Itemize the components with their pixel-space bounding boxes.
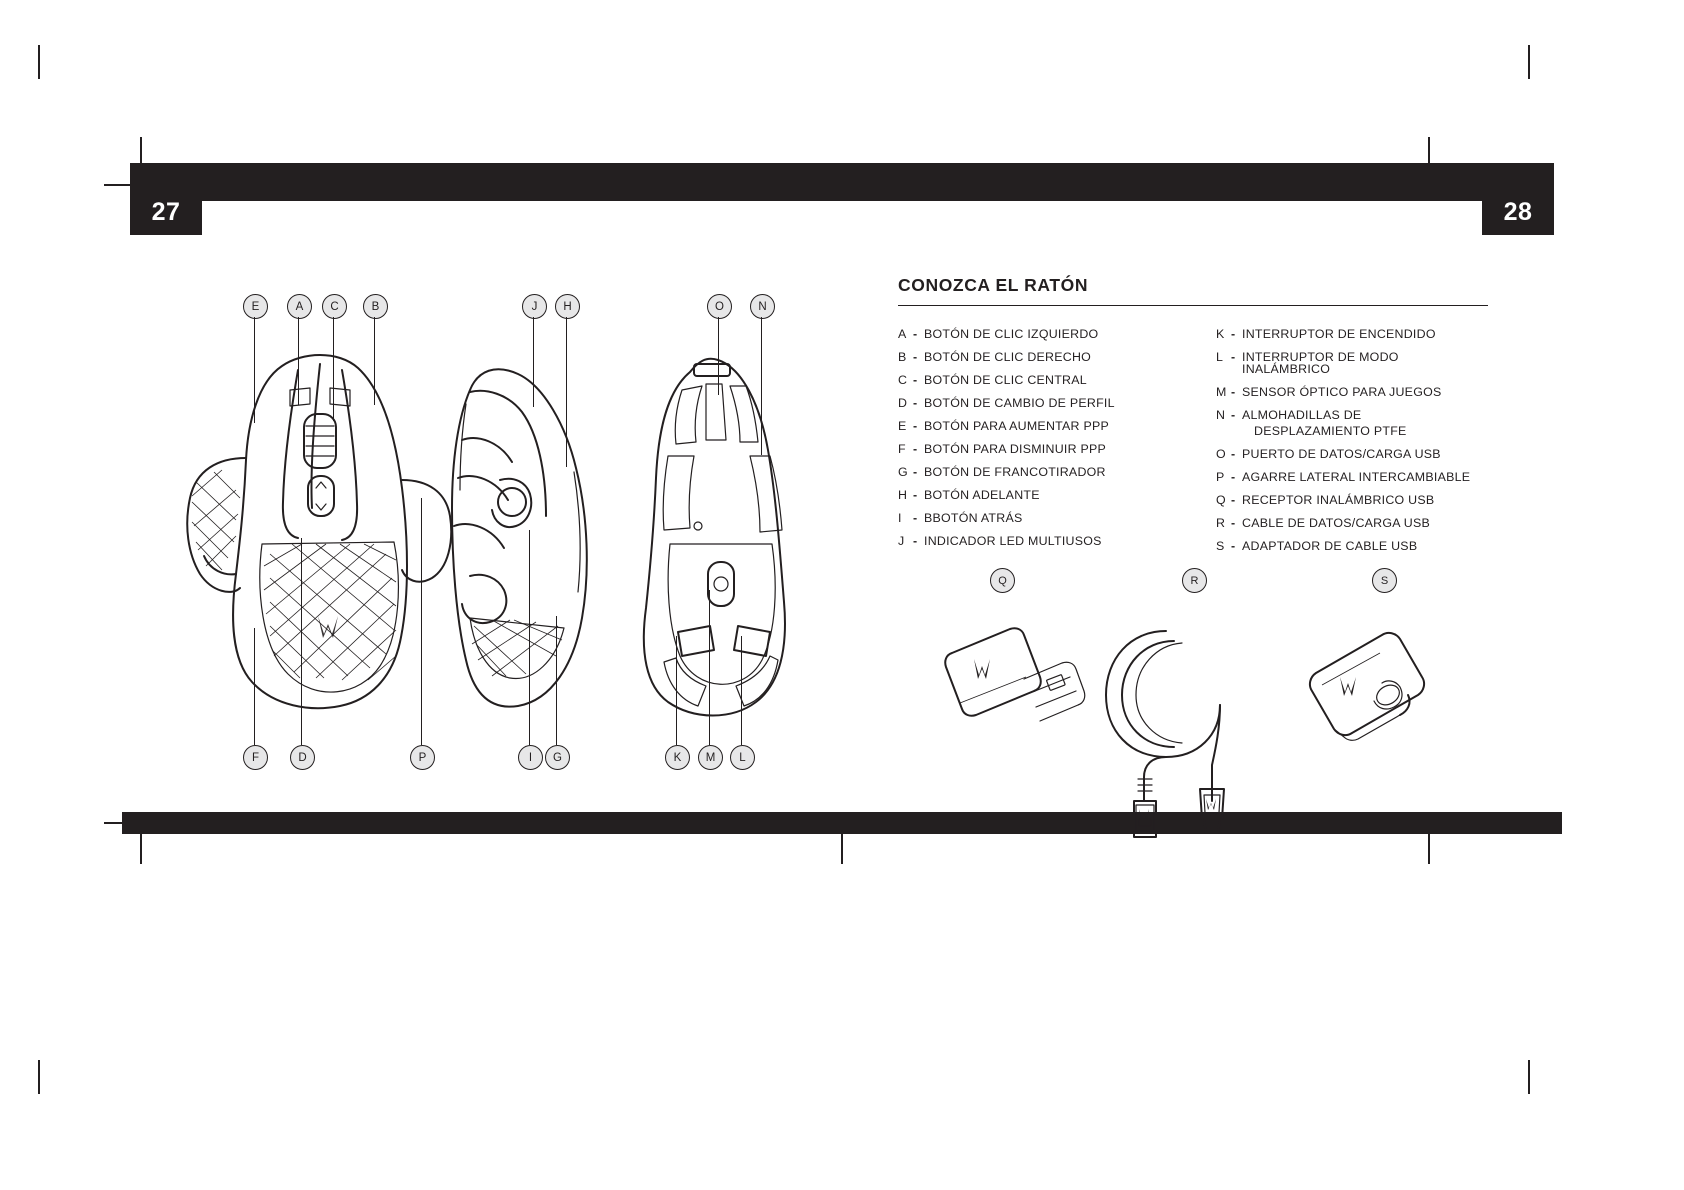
leader-line: [301, 538, 302, 745]
legend-item: [898, 466, 1170, 478]
legend-letter: P: [1216, 469, 1225, 484]
legend-item: [898, 397, 1170, 409]
leader-line: [718, 317, 719, 395]
legend-title: CONOZCA EL RATÓN: [898, 275, 1089, 295]
accessory-label-R: R: [1182, 568, 1207, 593]
legend-dash: -: [913, 534, 918, 548]
legend-letter: S: [1216, 538, 1225, 553]
legend-text: BOTÓN DE CLIC CENTRAL: [924, 373, 1087, 387]
legend-item: [898, 443, 1170, 455]
callout-H: H: [555, 294, 580, 319]
usb-charging-cable-drawing: [1106, 631, 1224, 837]
legend-column-2: [1216, 328, 1488, 563]
legend-item: [898, 512, 1170, 524]
leader-line: [566, 317, 567, 467]
legend-column-1: [898, 328, 1170, 563]
mouse-top-view: [187, 355, 451, 708]
callout-C: C: [322, 294, 347, 319]
leader-line: [254, 628, 255, 745]
leader-line: [676, 636, 677, 745]
legend-dash: -: [1231, 538, 1236, 553]
leader-line: [254, 317, 255, 423]
legend-item: [1216, 409, 1488, 437]
legend-text: BOTÓN ADELANTE: [924, 488, 1040, 502]
legend-item: [1216, 448, 1488, 460]
crop-mark: [1528, 1060, 1530, 1094]
legend-item: [898, 328, 1170, 340]
callout-E: E: [243, 294, 268, 319]
legend-item: [1216, 494, 1488, 506]
callout-N: N: [750, 294, 775, 319]
callout-I: I: [518, 745, 543, 770]
legend-letter: H: [898, 488, 908, 502]
legend-dash: -: [1231, 327, 1236, 341]
crop-mark: [38, 45, 40, 79]
legend-text: INTERRUPTOR DE ENCENDIDO: [1242, 327, 1436, 341]
legend-letter: A: [898, 327, 907, 341]
legend-letter: B: [898, 350, 907, 364]
legend-text: INDICADOR LED MULTIUSOS: [924, 534, 1102, 548]
callout-P: P: [410, 745, 435, 770]
legend-text: BOTÓN PARA DISMINUIR PPP: [924, 442, 1107, 456]
legend-item: [898, 535, 1170, 547]
leader-line: [529, 530, 530, 745]
legend-text: BOTÓN DE CLIC IZQUIERDO: [924, 327, 1099, 341]
callout-M: M: [698, 745, 723, 770]
callout-K: K: [665, 745, 690, 770]
leader-line: [421, 498, 422, 745]
legend-text-line1: ALMOHADILLAS DE: [1242, 408, 1362, 423]
callout-J: J: [522, 294, 547, 319]
legend-letter: E: [898, 419, 907, 433]
top-rule: [130, 163, 1554, 189]
legend-text: CABLE DE DATOS/CARGA USB: [1242, 515, 1431, 530]
usb-cable-adapter-drawing: [1310, 633, 1424, 740]
crop-mark: [140, 832, 142, 864]
legend-item: [1216, 351, 1488, 376]
legend-dash: -: [1231, 446, 1236, 461]
legend-letter: O: [1216, 446, 1226, 461]
callout-L: L: [730, 745, 755, 770]
legend-item: [1216, 386, 1488, 398]
callout-D: D: [290, 745, 315, 770]
legend-dash: -: [1231, 408, 1236, 423]
legend-text: BOTÓN DE CAMBIO DE PERFIL: [924, 396, 1115, 410]
callout-B: B: [363, 294, 388, 319]
page-number-left: 27: [130, 189, 202, 235]
leader-line: [741, 636, 742, 745]
page-number-right: 28: [1482, 189, 1554, 235]
legend-letter: N: [1216, 408, 1226, 423]
legend-item: [898, 420, 1170, 432]
legend-text: SENSOR ÓPTICO PARA JUEGOS: [1242, 385, 1442, 400]
callout-F: F: [243, 745, 268, 770]
leader-line: [298, 317, 299, 405]
legend-item: [898, 374, 1170, 386]
leader-line: [761, 317, 762, 455]
legend-letter: M: [1216, 385, 1227, 400]
callout-A: A: [287, 294, 312, 319]
legend-text: ADAPTADOR DE CABLE USB: [1242, 538, 1418, 553]
crop-mark: [38, 1060, 40, 1094]
leader-line: [333, 317, 334, 421]
legend-dash: -: [913, 465, 918, 479]
mouse-bottom-view: [644, 359, 785, 716]
accessory-illustrations: [930, 615, 1490, 845]
legend-dash: -: [913, 511, 918, 525]
legend-letter: L: [1216, 350, 1224, 364]
legend-item: [1216, 471, 1488, 483]
legend-item: [1216, 517, 1488, 529]
legend-block: [898, 275, 1488, 563]
legend-letter: F: [898, 442, 906, 456]
legend-item: [1216, 540, 1488, 552]
legend-text: PUERTO DE DATOS/CARGA USB: [1242, 446, 1441, 461]
top-rule-lip: [196, 189, 1488, 201]
accessory-label-Q: Q: [990, 568, 1015, 593]
legend-dash: -: [1231, 350, 1236, 364]
legend-text: RECEPTOR INALÁMBRICO USB: [1242, 492, 1435, 507]
legend-divider: [898, 305, 1488, 306]
legend-dash: -: [913, 373, 918, 387]
legend-dash: -: [913, 488, 918, 502]
legend-dash: -: [1231, 385, 1236, 400]
legend-text: AGARRE LATERAL INTERCAMBIABLE: [1242, 469, 1471, 484]
usb-wireless-receiver-drawing: [945, 628, 1085, 721]
mouse-illustrations: [170, 330, 870, 890]
legend-text: BOTÓN DE FRANCOTIRADOR: [924, 465, 1106, 479]
legend-text-line2: DESPLAZAMIENTO PTFE: [1254, 423, 1407, 438]
legend-text: BOTÓN PARA AUMENTAR PPP: [924, 419, 1109, 433]
legend-text: INTERRUPTOR DE MODO INALÁMBRICO: [1242, 350, 1399, 377]
legend-letter: G: [898, 465, 908, 479]
legend-letter: C: [898, 373, 908, 387]
legend-item: [898, 351, 1170, 363]
leader-line: [374, 317, 375, 405]
legend-item: [898, 489, 1170, 501]
leader-line: [533, 317, 534, 407]
legend-dash: -: [913, 396, 918, 410]
accessory-label-S: S: [1372, 568, 1397, 593]
callout-O: O: [707, 294, 732, 319]
legend-letter: I: [898, 511, 902, 525]
legend-text: BOTÓN DE CLIC DERECHO: [924, 350, 1092, 364]
legend-letter: J: [898, 534, 905, 548]
legend-letter: Q: [1216, 492, 1226, 507]
legend-dash: -: [913, 442, 918, 456]
legend-letter: D: [898, 396, 908, 410]
crop-mark: [1528, 45, 1530, 79]
legend-item: [1216, 328, 1488, 340]
legend-letter: K: [1216, 327, 1225, 341]
callout-G: G: [545, 745, 570, 770]
legend-dash: -: [1231, 492, 1236, 507]
legend-dash: -: [1231, 515, 1236, 530]
legend-text: BBOTÓN ATRÁS: [924, 511, 1023, 525]
legend-dash: -: [913, 327, 918, 341]
legend-dash: -: [913, 350, 918, 364]
legend-dash: -: [913, 419, 918, 433]
legend-letter: R: [1216, 515, 1226, 530]
legend-dash: -: [1231, 469, 1236, 484]
leader-line: [556, 616, 557, 745]
legend-text: [1242, 409, 1488, 437]
leader-line: [709, 590, 710, 745]
